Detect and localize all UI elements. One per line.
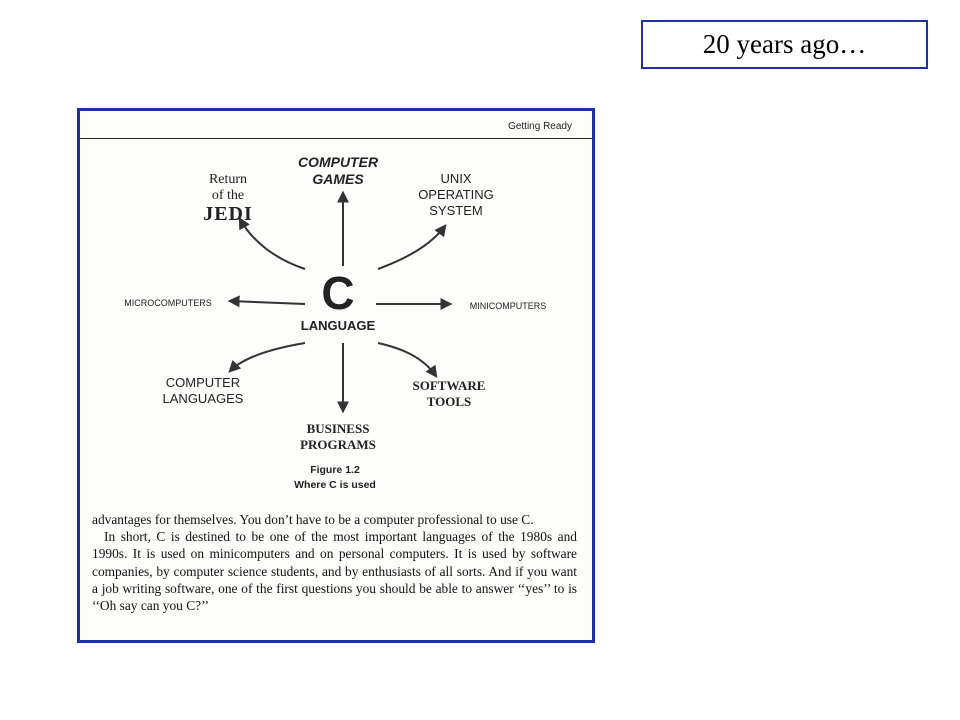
arrow-to-software-tools — [378, 343, 436, 376]
computer-languages-line2: LANGUAGES — [162, 391, 244, 406]
jedi-label: JEDI — [203, 203, 253, 225]
software-tools-line2: TOOLS — [426, 394, 472, 409]
minicomputers-label: MINICOMPUTERS — [469, 301, 547, 311]
running-header: Getting Ready — [508, 121, 572, 132]
arrow-to-computer-languages — [230, 343, 305, 371]
arrow-to-microcomputers — [230, 301, 305, 304]
business-programs-line1: BUSINESS — [306, 421, 370, 436]
software-tools-line1: SOFTWARE — [412, 378, 486, 393]
unix-line1: UNIX — [440, 171, 472, 186]
of-the-label: of the — [211, 188, 245, 203]
scanned-book-page — [77, 108, 595, 643]
page-body-text — [92, 511, 577, 614]
where-c-is-used-diagram — [80, 111, 592, 511]
microcomputers-label: MICROCOMPUTERS — [124, 298, 212, 308]
unix-line2: OPERATING — [418, 187, 494, 202]
business-programs-line2: PROGRAMS — [300, 437, 376, 452]
center-letter: C — [321, 267, 355, 319]
figure-title: Where C is used — [294, 479, 376, 491]
figure-number: Figure 1.2 — [310, 464, 360, 476]
arrow-to-unix — [378, 226, 445, 269]
unix-line3: SYSTEM — [429, 203, 483, 218]
computer-languages-line1: COMPUTER — [165, 375, 241, 390]
computer-games-line2: GAMES — [312, 171, 364, 187]
return-label: Return — [208, 172, 248, 187]
computer-games-line1: COMPUTER — [297, 154, 379, 170]
arrow-to-jedi — [240, 219, 305, 269]
paragraph-continued: advantages for themselves. You don’t have to be a computer professional to use C. — [92, 512, 534, 527]
center-label: LANGUAGE — [300, 318, 376, 333]
paragraph-in-short: In short, C is destined to be one of the most important languages of the 1980s and 1990s. It is used on minicomputers and on personal computers. It is used by software companies, by computer science students, and by enthusiasts of all sorts. And if you want a job writing software, one of the first questions you should be able to answer ‘‘yes’’ to is ‘‘Oh say can you C?’’ — [92, 529, 577, 614]
slide-title: 20 years ago… — [641, 20, 928, 69]
